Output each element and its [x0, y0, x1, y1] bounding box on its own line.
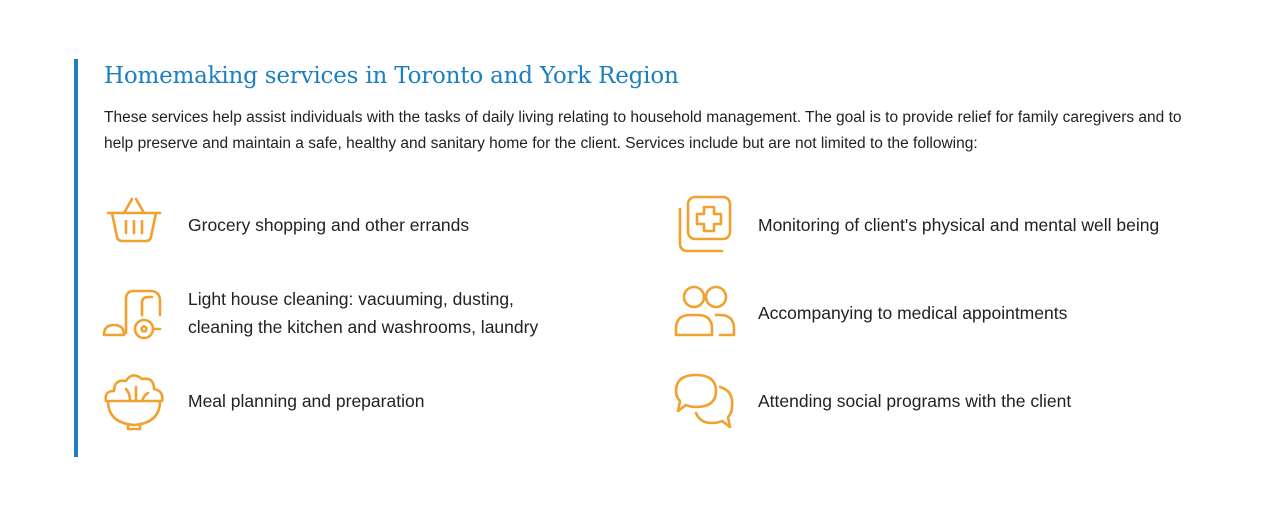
accent-bar	[74, 59, 78, 457]
service-label: Meal planning and preparation	[188, 391, 425, 411]
service-item-cleaning	[100, 279, 540, 347]
service-label: Attending social programs with the client	[758, 391, 1072, 411]
section-intro: These services help assist individuals with the tasks of daily living relating to household management. The goal is to provide relief for family caregivers and to help preserve and maintain a safe, healthy and sanitary home for the client. Services include but are not limited to the following:	[104, 109, 1182, 152]
service-label: Accompanying to medical appointments	[758, 303, 1068, 323]
basket-icon	[100, 191, 168, 259]
section-title: Homemaking services in Toronto and York Region	[104, 63, 679, 89]
service-label: Grocery shopping and other errands	[188, 215, 470, 235]
homemaking-services-section	[74, 59, 1234, 457]
salad-bowl-icon	[100, 367, 168, 435]
people-icon	[670, 279, 738, 347]
service-item-accompanying	[670, 279, 1230, 347]
medical-card-icon	[670, 191, 738, 259]
service-label: Light house cleaning: vacuuming, dusting, cleaning the kitchen and washrooms, laundry	[188, 289, 539, 337]
vacuum-icon	[100, 279, 168, 347]
service-item-social-programs	[670, 367, 1230, 435]
service-label: Monitoring of client's physical and mental well being	[758, 215, 1160, 235]
chat-bubbles-icon	[670, 367, 738, 435]
service-item-grocery	[100, 191, 540, 259]
service-item-monitoring	[670, 191, 1230, 259]
service-item-meal-planning	[100, 367, 540, 435]
